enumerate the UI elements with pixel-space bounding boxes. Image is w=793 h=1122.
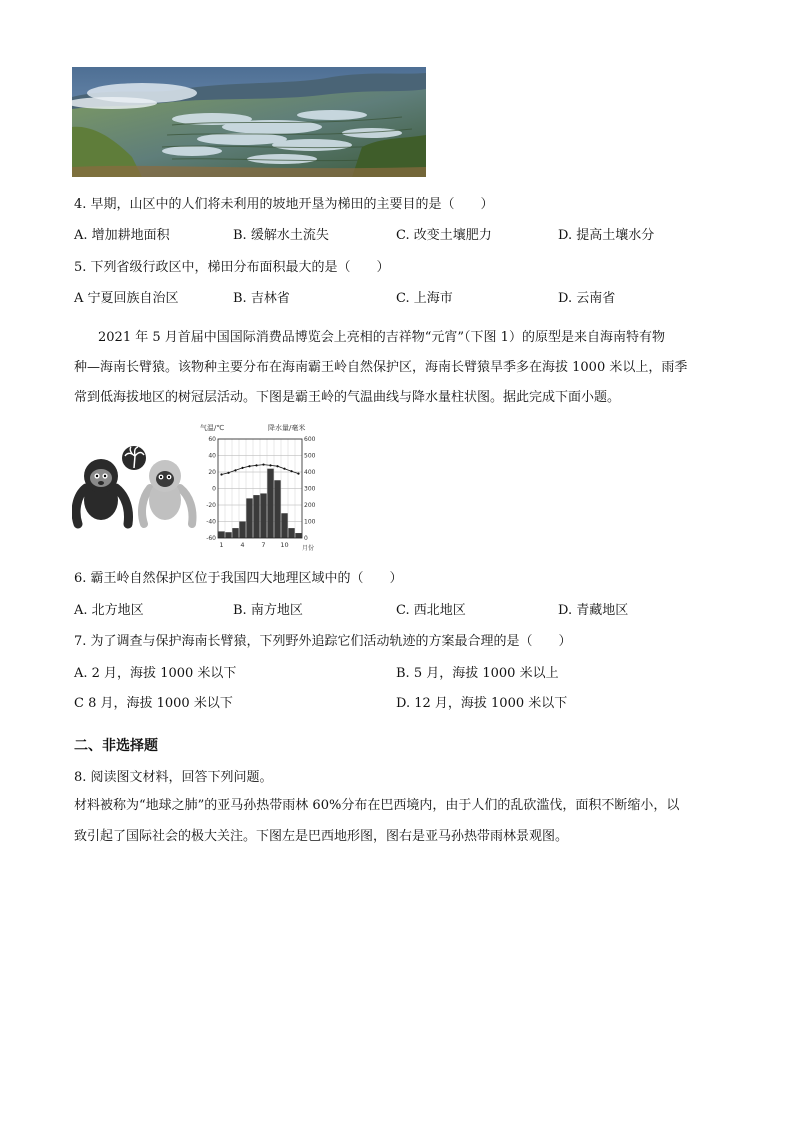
q7-option-b[interactable]: B. 5 月，海拔 1000 米以上 xyxy=(396,666,559,681)
x-tick-label: 7 xyxy=(261,541,266,549)
climate-chart xyxy=(198,421,338,553)
left-tick-label: -60 xyxy=(206,535,216,542)
right-tick-label: 300 xyxy=(304,485,316,493)
right-tick-label: 100 xyxy=(304,518,316,526)
precip-bar xyxy=(260,493,266,538)
q5-option-a[interactable]: A 宁夏回族自治区 xyxy=(74,291,179,306)
left-tick-label: 0 xyxy=(212,485,216,493)
right-tick-label: 500 xyxy=(304,452,316,460)
temperature-point xyxy=(227,472,229,474)
temperature-point xyxy=(248,465,250,467)
x-unit-label: 月份 xyxy=(302,545,315,552)
temperature-point xyxy=(276,465,278,467)
temperature-point xyxy=(234,469,236,471)
q6-option-d[interactable]: D. 青藏地区 xyxy=(558,603,629,618)
q7-option-a[interactable]: A. 2 月，海拔 1000 米以下 xyxy=(74,666,237,681)
q5-stem: 5. 下列省级行政区中，梯田分布面积最大的是（ ） xyxy=(74,260,390,275)
right-tick-label: 600 xyxy=(304,436,316,443)
black-gibbon-icon xyxy=(76,459,128,524)
right-tick-label: 400 xyxy=(304,469,316,476)
gray-gibbon-icon xyxy=(142,460,193,524)
left-tick-label: -20 xyxy=(206,502,216,509)
precip-bar xyxy=(239,522,245,539)
temperature-point xyxy=(220,473,222,475)
left-tick-label: 40 xyxy=(208,452,216,460)
precip-bar xyxy=(253,495,259,538)
passage-line-2: 种—海南长臂猿。该物种主要分布在海南霸王岭自然保护区，海南长臂猿旱季多在海拔 1000 米以上，雨季 xyxy=(74,360,688,375)
gibbon-mascot-illustration xyxy=(72,440,200,530)
left-axis-label: 气温/℃ xyxy=(200,424,225,432)
passage-line-3: 常到低海拔地区的树冠层活动。下图是霸王岭的气温曲线与降水量柱状图。据此完成下面小题。 xyxy=(74,390,621,405)
section-2-title: 二、非选择题 xyxy=(74,738,158,754)
precip-bar xyxy=(232,528,238,538)
right-axis-label: 降水量/毫米 xyxy=(268,424,306,432)
q7-option-c[interactable]: C 8 月，海拔 1000 米以下 xyxy=(74,696,233,711)
q6-option-b[interactable]: B. 南方地区 xyxy=(233,603,303,618)
q6-stem: 6. 霸王岭自然保护区位于我国四大地理区域中的（ ） xyxy=(74,571,403,586)
q4-option-d[interactable]: D. 提高土壤水分 xyxy=(558,228,655,243)
q4-stem: 4. 早期，山区中的人们将未利用的坡地开垦为梯田的主要目的是（ ） xyxy=(74,197,494,212)
q6-option-c[interactable]: C. 西北地区 xyxy=(396,603,466,618)
precip-bar xyxy=(274,480,280,538)
precip-bar xyxy=(246,498,252,538)
q4-option-a[interactable]: A. 增加耕地面积 xyxy=(74,228,170,243)
precip-bar xyxy=(295,533,301,538)
left-tick-label: -40 xyxy=(206,518,216,526)
q5-option-d[interactable]: D. 云南省 xyxy=(558,291,616,306)
temperature-point xyxy=(283,468,285,470)
q8-stem: 8. 阅读图文材料，回答下列问题。 xyxy=(74,770,273,785)
precip-bar xyxy=(281,513,287,538)
temperature-point xyxy=(241,467,243,469)
terrace-photo xyxy=(72,67,426,177)
q7-stem: 7. 为了调查与保护海南长臂猿，下列野外追踪它们活动轨迹的方案最合理的是（ ） xyxy=(74,634,572,649)
temperature-point xyxy=(255,464,257,466)
q5-option-c[interactable]: C. 上海市 xyxy=(396,291,453,306)
precip-bar xyxy=(225,532,231,538)
q6-option-a[interactable]: A. 北方地区 xyxy=(74,603,144,618)
temperature-point xyxy=(297,473,299,475)
palm-badge-icon xyxy=(122,446,146,470)
x-tick-label: 1 xyxy=(219,541,224,549)
x-tick-label: 10 xyxy=(280,541,289,549)
x-tick-label: 4 xyxy=(240,541,245,549)
right-tick-label: 200 xyxy=(304,502,316,509)
temperature-point xyxy=(290,470,292,472)
q7-option-d[interactable]: D. 12 月，海拔 1000 米以下 xyxy=(396,696,568,711)
precip-bar xyxy=(267,469,273,538)
left-tick-label: 20 xyxy=(208,469,216,476)
passage-line-1: 2021 年 5 月首届中国国际消费品博览会上亮相的吉祥物“元宵”（下图 1）的原型是来自海南特有物 xyxy=(98,330,665,345)
right-tick-label: 0 xyxy=(304,535,308,542)
precip-bar xyxy=(288,528,294,538)
precip-bar xyxy=(218,531,224,538)
q5-option-b[interactable]: B. 吉林省 xyxy=(233,291,290,306)
q4-option-c[interactable]: C. 改变土壤肥力 xyxy=(396,228,492,243)
q8-material-line-2: 致引起了国际社会的极大关注。下图左是巴西地形图，图右是亚马孙热带雨林景观图。 xyxy=(74,829,569,844)
left-tick-label: 60 xyxy=(208,436,216,443)
q8-material-line-1: 材料被称为“地球之肺”的亚马孙热带雨林 60%分布在巴西境内，由于人们的乱砍滥伐，面积不断缩小，以 xyxy=(74,798,680,813)
temperature-point xyxy=(262,463,264,465)
q4-option-b[interactable]: B. 缓解水土流失 xyxy=(233,228,329,243)
temperature-point xyxy=(269,464,271,466)
